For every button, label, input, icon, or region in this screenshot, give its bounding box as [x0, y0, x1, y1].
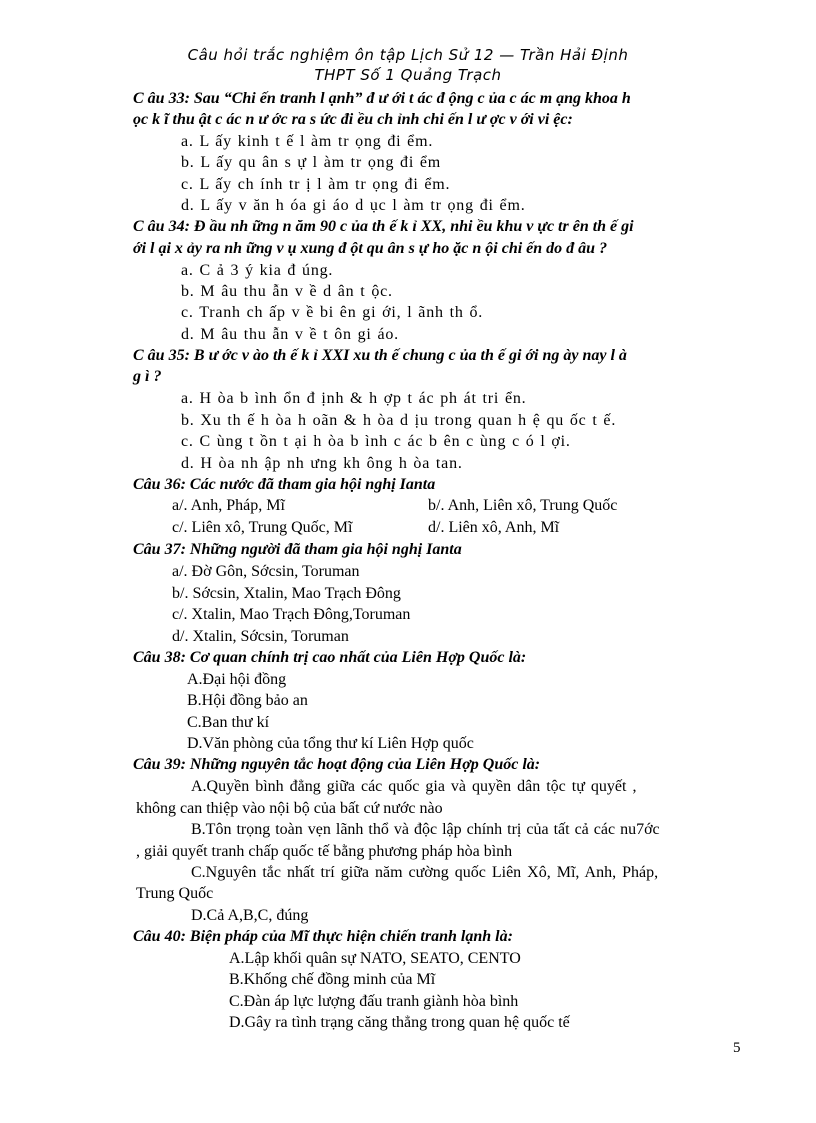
question-33-option-c: c. L ấy ch ính tr ị l àm tr ọng đi ểm. — [181, 176, 451, 193]
question-33-option-a: a. L ấy kinh t ế l àm tr ọng đi ểm. — [181, 133, 434, 150]
question-35-line-2: g ì ? — [133, 368, 162, 385]
question-35-option-c: c. C ùng t ồn t ại h òa b ình c ác b ên c ùng c ó l ợi. — [181, 433, 571, 450]
question-37-option-a: a/. Đờ Gôn, Sớcsin, Toruman — [172, 563, 360, 580]
question-40-option-a: A.Lập khối quân sự NATO, SEATO, CENTO — [229, 950, 521, 967]
question-39-option-a-line-1: A.Quyền bình đẳng giữa các quốc gia và quyền dân tộc tự quyết , — [191, 778, 637, 795]
question-34-line-1: C âu 34: Đ ầu nh ững n ăm 90 c ủa th ế k ỉ XX, nhi ều khu v ực tr ên th ế gi — [133, 218, 634, 235]
header-school: THPT Số 1 Quảng Trạch — [314, 66, 502, 84]
question-35-option-a: a. H òa b ình ổn đ ịnh & h ợp t ác ph át tri ển. — [181, 390, 527, 407]
question-36-option-b: b/. Anh, Liên xô, Trung Quốc — [428, 497, 618, 514]
question-36-title: Câu 36: Các nước đã tham gia hội nghị Ianta — [133, 476, 436, 493]
question-39-option-c-line-1: C.Nguyên tắc nhất trí giữa năm cường quốc Liên Xô, Mĩ, Anh, Pháp, — [191, 864, 659, 881]
question-37-option-d: d/. Xtalin, Sớcsin, Toruman — [172, 628, 349, 645]
question-39-option-d: D.Cả A,B,C, đúng — [191, 907, 309, 924]
question-39-option-c-line-2: Trung Quốc — [136, 885, 214, 902]
question-38-option-b: B.Hội đồng bảo an — [187, 692, 308, 709]
page-number: 5 — [733, 1040, 741, 1056]
question-40-option-d: D.Gây ra tình trạng căng thẳng trong quan hệ quốc tế — [229, 1014, 570, 1031]
question-33-line-1: C âu 33: Sau “Chi ến tranh l ạnh” đ ư ới t ác đ ộng c ủa c ác m ạng khoa h — [133, 90, 631, 107]
question-35-option-d: d. H òa nh ập nh ưng kh ông h òa tan. — [181, 455, 463, 472]
question-38-option-a: A.Đại hội đồng — [187, 671, 287, 688]
question-33-line-2: ọc k ĩ thu ật c ác n ư ớc ra s ức đi ều ch ỉnh chi ến l ư ợc v ới vi ệc: — [133, 111, 573, 128]
question-39-option-b-line-2: , giải quyết tranh chấp quốc tế bằng phương pháp hòa bình — [136, 843, 513, 860]
question-37-title: Câu 37: Những người đã tham gia hội nghị Ianta — [133, 541, 462, 558]
question-35-line-1: C âu 35: B ư ớc v ào th ế k ỉ XXI xu th ế chung c ủa th ế gi ới ng ày nay l à — [133, 347, 627, 364]
question-38-title: Câu 38: Cơ quan chính trị cao nhất của Liên Hợp Quốc là: — [133, 649, 527, 666]
header-title: Câu hỏi trắc nghiệm ôn tập Lịch Sử 12 — Trần Hải Định — [187, 46, 629, 64]
question-36-option-d: d/. Liên xô, Anh, Mĩ — [428, 519, 560, 536]
question-35-option-b: b. Xu th ế h òa h oãn & h òa d ịu trong quan h ệ qu ốc t ế. — [181, 412, 617, 429]
question-36-option-a: a/. Anh, Pháp, Mĩ — [172, 497, 285, 514]
question-39-option-b-line-1: B.Tôn trọng toàn vẹn lãnh thổ và độc lập chính trị của tất cả các nu7ớc — [191, 821, 660, 838]
question-34-option-c: c. Tranh ch ấp v ề bi ên gi ới, l ãnh th ổ. — [181, 304, 484, 321]
question-37-option-b: b/. Sớcsin, Xtalin, Mao Trạch Đông — [172, 585, 401, 602]
question-40-title: Câu 40: Biện pháp của Mĩ thực hiện chiến tranh lạnh là: — [133, 928, 513, 945]
question-34-option-a: a. C ả 3 ý kia đ úng. — [181, 262, 334, 279]
question-33-option-d: d. L ấy v ăn h óa gi áo d ục l àm tr ọng đi ểm. — [181, 197, 526, 214]
question-40-option-b: B.Khống chế đồng minh của Mĩ — [229, 971, 436, 988]
question-38-option-d: D.Văn phòng của tổng thư kí Liên Hợp quốc — [187, 735, 474, 752]
question-39-title: Câu 39: Những nguyên tắc hoạt động của Liên Hợp Quốc là: — [133, 756, 541, 773]
question-36-option-c: c/. Liên xô, Trung Quốc, Mĩ — [172, 519, 353, 536]
question-34-option-b: b. M âu thu ẫn v ề d ân t ộc. — [181, 283, 393, 300]
question-38-option-c: C.Ban thư kí — [187, 714, 270, 731]
question-40-option-c: C.Đàn áp lực lượng đấu tranh giành hòa bình — [229, 993, 519, 1010]
question-33-option-b: b. L ấy qu ân s ự l àm tr ọng đi ểm — [181, 154, 442, 171]
question-34-option-d: d. M âu thu ẫn v ề t ôn gi áo. — [181, 326, 399, 343]
question-39-option-a-line-2: không can thiệp vào nội bộ của bất cứ nước nào — [136, 800, 443, 817]
question-37-option-c: c/. Xtalin, Mao Trạch Đông,Toruman — [172, 606, 411, 623]
question-34-line-2: ới l ại x ảy ra nh ững v ụ xung đ ột qu ân s ự ho ặc n ội chi ến do đ âu ? — [133, 240, 608, 257]
